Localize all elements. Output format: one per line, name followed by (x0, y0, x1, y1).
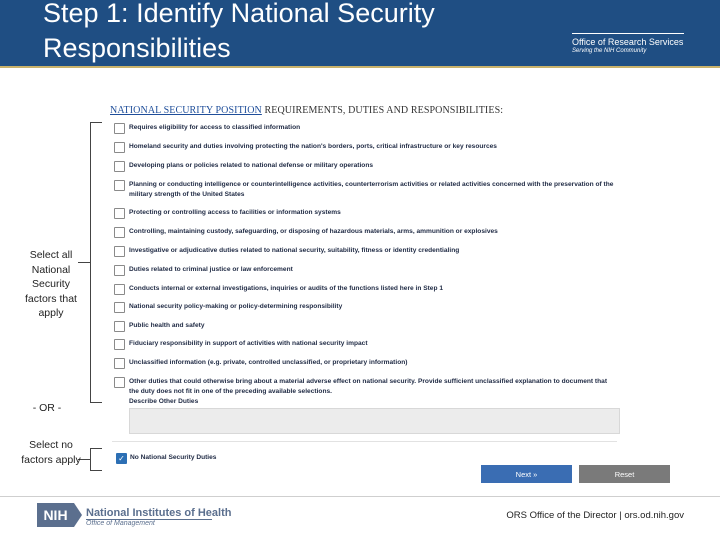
note-or: - OR - (32, 402, 62, 414)
checkbox[interactable] (114, 227, 125, 238)
option-label: Planning or conducting intelligence or counterintelligence activities, counterterrorism activities or related activities concerned with the preservation of the military strength of the United States (129, 181, 614, 198)
option-label: Homeland security and duties involving protecting the nation's borders, ports, critical infrastructure or key resources (129, 143, 497, 150)
describe-other-duties-label: Describe Other Duties (129, 398, 199, 405)
note-select-none: Select no factors apply (21, 439, 81, 466)
checkbox[interactable] (114, 161, 125, 172)
logo-rule (572, 33, 684, 34)
nih-logo-name: National Institutes of Health (86, 507, 232, 519)
form-heading (110, 105, 503, 116)
checkbox[interactable] (114, 142, 125, 153)
no-national-security-checkbox[interactable] (116, 453, 127, 464)
describe-other-duties-input[interactable] (129, 408, 620, 434)
bracket-tick-bottom (90, 402, 102, 403)
note-select-all: Select all National Security factors that apply (25, 249, 77, 319)
checkbox[interactable] (114, 302, 125, 313)
bracket-select-none (90, 448, 91, 470)
option-label: Requires eligibility for access to classified information (129, 124, 301, 131)
option-label: Conducts internal or external investigations, inquiries or audits of the functions listed here in Step 1 (129, 285, 443, 292)
section-divider (112, 441, 617, 442)
checkbox[interactable] (114, 284, 125, 295)
form-heading-rest: REQUIREMENTS, DUTIES AND RESPONSIBILITIES: (261, 105, 504, 116)
option-label: Unclassified information (e.g. private, controlled unclassified, or proprietary information) (129, 359, 408, 366)
bracket-select-all (90, 122, 91, 402)
slide-header (0, 0, 720, 66)
checkbox[interactable] (114, 339, 125, 350)
option-label: National security policy-making or policy-determining responsibility (129, 303, 343, 310)
reset-button[interactable]: Reset (579, 465, 670, 483)
option-label: Other duties that could otherwise bring about a material adverse effect on national security. Provide sufficient unclassified explanation to document that the duty does not fit in one of the preceding available selections. (129, 378, 608, 395)
option-label: Investigative or adjudicative duties related to national security, suitability, fitness or identity credentialing (129, 247, 460, 254)
checkbox[interactable] (114, 377, 125, 388)
footer-credit: ORS Office of the Director | ors.od.nih.gov (506, 510, 684, 521)
bracket-none-tick-top (90, 448, 102, 449)
nih-logo-mark: NIH (37, 503, 74, 527)
ors-logo-tagline: Serving the NIH Community (572, 48, 647, 54)
footer-divider (0, 496, 720, 497)
checkmark-icon: ✓ (118, 454, 125, 463)
option-label: Public health and safety (129, 322, 205, 329)
checkbox[interactable] (114, 246, 125, 257)
no-national-security-label: No National Security Duties (130, 454, 217, 461)
option-label: Controlling, maintaining custody, safeguarding, or disposing of hazardous materials, arms, ammunition or explosives (129, 228, 498, 235)
next-button[interactable]: Next » (481, 465, 572, 483)
nih-logo-arrow-icon (74, 503, 82, 527)
checkbox[interactable] (114, 208, 125, 219)
option-label: Developing plans or policies related to national defense or military operations (129, 162, 374, 169)
bracket-none-tick-bottom (90, 470, 102, 471)
checkbox[interactable] (114, 123, 125, 134)
option-label: Duties related to criminal justice or law enforcement (129, 266, 293, 273)
option-label: Protecting or controlling access to facilities or information systems (129, 209, 341, 216)
slide-title: Step 1: Identify National Security Responsibilities (43, 0, 435, 63)
checkbox[interactable] (114, 358, 125, 369)
ors-logo-name: Office of Research Services (572, 37, 684, 47)
header-divider (0, 66, 720, 68)
bracket-tick-top (90, 122, 102, 123)
checkbox[interactable] (114, 180, 125, 191)
checkbox[interactable] (114, 321, 125, 332)
nih-logo-subtitle: Office of Management (86, 520, 155, 527)
national-security-position-link[interactable]: NATIONAL SECURITY POSITION (110, 105, 262, 116)
checkbox[interactable] (114, 265, 125, 276)
option-label: Fiduciary responsibility in support of activities with national security impact (129, 340, 368, 347)
